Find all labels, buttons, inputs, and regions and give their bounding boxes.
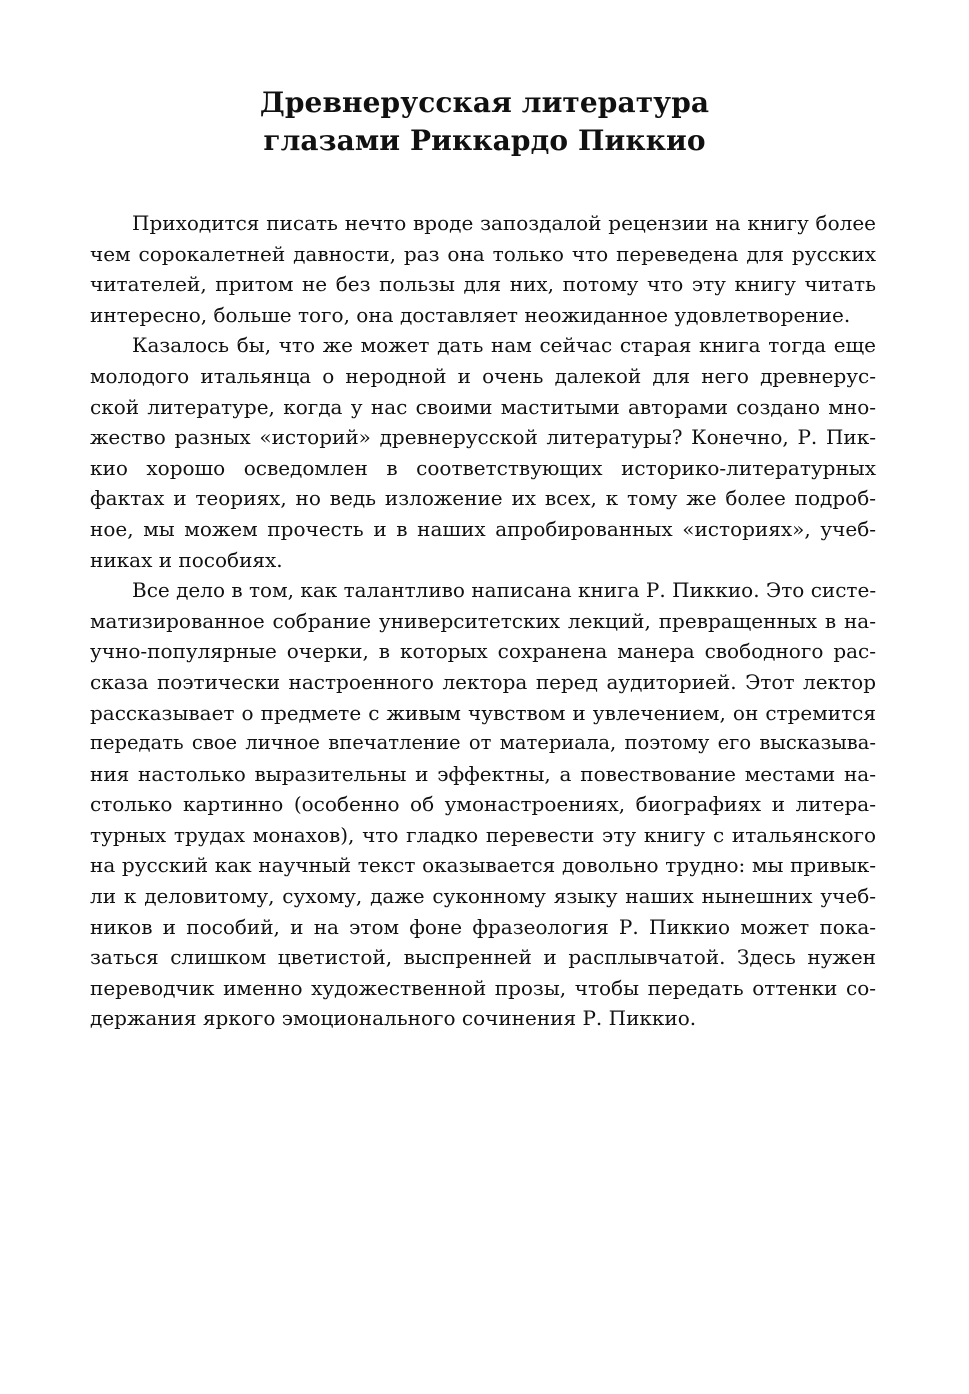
text-line: держания яркого эмоционального сочинения Р. Пиккио. [90,1006,697,1031]
text-line: сказа поэтически настроенного лектора перед аудиторией. Этот лектор [90,669,876,694]
text-line: матизированное собрание университетских лекций, превращенных в на- [90,608,876,633]
text-line: интересно, больше того, она доставляет неожиданное удовлетворение. [90,302,851,327]
text-line: заться слишком цветистой, выспренней и расплывчатой. Здесь нужен [90,945,876,970]
article-body [90,208,876,1034]
text-line: кио хорошо осведомлен в соответствующих историко-литературных [90,455,876,480]
text-line: передать свое личное впечатление от материала, поэтому его высказыва- [90,731,876,755]
text-line: ской литературе, когда у нас своими маститыми авторами создано мно- [90,394,876,419]
title-line-1: Древнерусская литература [259,86,710,119]
text-line: молодого итальянца о неродной и очень далекой для него древнерус- [90,363,876,388]
text-line: фактах и теориях, но ведь изложение их всех, к тому же более подроб- [90,486,876,511]
text-line: ников и пособий, и на этом фоне фразеология Р. Пиккио может пока- [90,914,876,939]
text-line: турных трудах монахов), что гладко перевести эту книгу с итальянского [90,822,876,847]
text-line: на русский как научный текст оказывается довольно трудно: мы привык- [90,853,876,878]
text-line: столько картинно (особенно об умонастроениях, биографиях и литера- [90,792,876,817]
text-line: Все дело в том, как талантливо написана книга Р. Пиккио. Это систе- [132,578,877,603]
text-line: рассказывает о предмете с живым чувством и увлечением, он стремится [90,700,876,725]
paragraph-3 [90,575,876,1034]
text-line: Приходится писать нечто вроде запоздалой рецензии на книгу более [132,211,876,235]
text-line: жество разных «историй» древнерусской литературы? Конечно, Р. Пик- [90,425,876,450]
text-line: переводчик именно художественной прозы, чтобы передать оттенки со- [90,975,876,1000]
paragraph-1 [90,208,876,330]
text-line: ния настолько выразительны и эффектны, а повествование местами на- [90,761,876,786]
text-line: Казалось бы, что же может дать нам сейчас старая книга тогда еще [132,333,876,358]
text-line: чем сорокалетней давности, раз она только что переведена для русских [90,241,876,266]
text-line: читателей, притом не без пользы для них, потому что эту книгу читать [90,272,876,297]
text-line: учно-популярные очерки, в которых сохранена манера свободного рас- [90,639,876,664]
paragraph-2 [90,330,876,575]
page-title [0,84,969,160]
text-line: ли к деловитому, сухому, даже суконному языку наших нынешних учеб- [90,884,876,909]
text-line: ное, мы можем прочесть и в наших апробированных «историях», учеб- [90,516,876,541]
text-line: никах и пособиях. [90,547,283,572]
title-line-2: глазами Риккардо Пиккио [263,124,706,157]
